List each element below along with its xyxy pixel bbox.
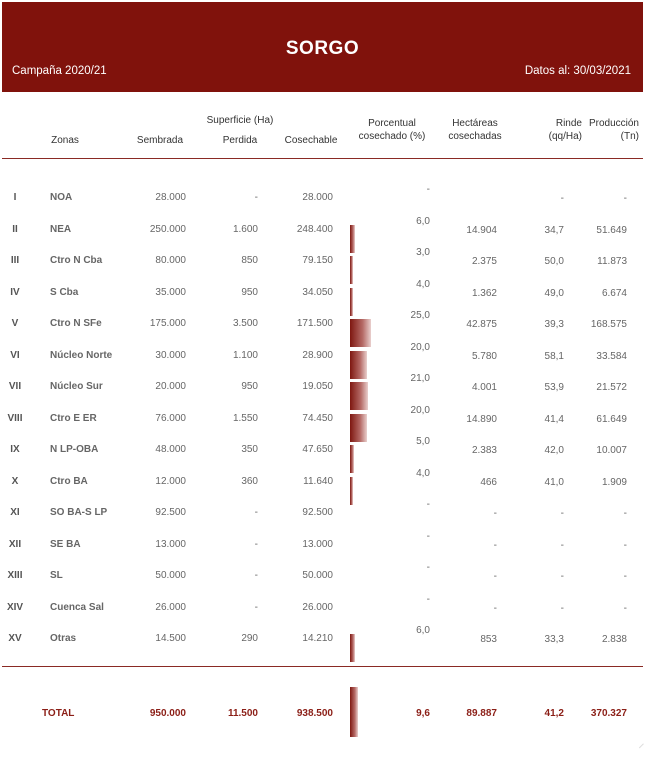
percent-bar (350, 319, 371, 347)
cosechable-cell: 47.650 (302, 444, 333, 455)
header-rinde-line1: Rinde (555, 118, 582, 129)
sembrada-cell: 80.000 (155, 255, 186, 266)
percent-cell: 5,0 (416, 436, 430, 447)
rinde-cell: 34,7 (544, 224, 564, 236)
hectareas-cell: 14.904 (466, 224, 497, 236)
hectareas-cell: - (493, 571, 497, 582)
percent-cell: 20,0 (410, 404, 430, 416)
header-divider (2, 158, 643, 159)
perdida-cell: 3.500 (232, 318, 258, 329)
produccion-cell: 6.674 (601, 287, 627, 299)
resize-corner-icon (639, 743, 648, 752)
campaign-label: Campaña 2020/21 (12, 65, 107, 77)
zone-number: XI (10, 507, 20, 518)
rinde-cell: - (560, 602, 564, 614)
perdida-cell: 950 (241, 381, 258, 392)
rinde-cell: 42,0 (544, 445, 564, 456)
zone-number: VII (8, 381, 22, 392)
perdida-cell: - (254, 538, 258, 550)
total-perdida: 11.500 (227, 708, 258, 719)
total-percent-bar (350, 687, 358, 737)
zone-number: XII (8, 538, 22, 550)
perdida-cell: 360 (241, 475, 258, 487)
perdida-cell: 1.550 (232, 412, 258, 424)
header-hectareas (440, 117, 510, 143)
produccion-cell: 33.584 (596, 350, 627, 362)
cosechable-cell: 19.050 (302, 381, 333, 392)
hectareas-cell: 853 (480, 634, 497, 645)
zone-name: NOA (50, 192, 73, 203)
zone-number: III (10, 255, 20, 266)
percent-bar (350, 351, 367, 379)
rinde-cell: 41,4 (544, 413, 564, 425)
produccion-cell: 2.838 (601, 634, 627, 645)
percent-cell: - (426, 593, 430, 605)
rinde-cell: 39,3 (544, 319, 564, 330)
total-produccion: 370.327 (590, 708, 627, 719)
percent-bar (350, 288, 353, 316)
percent-cell: 4,0 (416, 278, 430, 290)
zone-number: XIII (7, 570, 23, 581)
sembrada-cell: 175.000 (149, 318, 186, 329)
percent-cell: 20,0 (410, 341, 430, 353)
perdida-cell: - (254, 507, 258, 518)
total-cosechable: 938.500 (296, 708, 333, 719)
header-hectareas-line1: Hectáreas (452, 118, 498, 129)
percent-cell: - (426, 499, 430, 510)
hectareas-cell: 42.875 (466, 319, 497, 330)
header-porcentual (352, 117, 432, 143)
produccion-cell: 61.649 (596, 413, 627, 425)
produccion-cell: 10.007 (596, 445, 627, 456)
sembrada-cell: 35.000 (155, 286, 186, 298)
cosechable-cell: 248.400 (296, 223, 333, 235)
header-produccion-line1: Producción (588, 118, 639, 129)
produccion-cell: 51.649 (596, 224, 627, 236)
header-rinde (522, 117, 582, 143)
sembrada-cell: 26.000 (155, 601, 186, 613)
report-title: SORGO (285, 38, 360, 59)
percent-cell: 21,0 (410, 373, 430, 384)
perdida-cell: 350 (241, 444, 258, 455)
total-divider (2, 666, 643, 667)
zone-name: Ctro N Cba (50, 255, 103, 266)
rinde-cell: 33,3 (544, 634, 564, 645)
cosechable-cell: 79.150 (302, 255, 333, 266)
perdida-cell: - (254, 601, 258, 613)
produccion-cell: - (623, 193, 627, 204)
percent-bar (350, 634, 355, 662)
produccion-cell: - (623, 508, 627, 519)
cosechable-cell: 50.000 (302, 570, 333, 581)
percent-cell: 3,0 (416, 247, 430, 258)
sembrada-cell: 12.000 (155, 475, 186, 487)
header-superficie: Superficie (Ha) (206, 115, 274, 126)
zone-number: IV (10, 286, 20, 298)
perdida-cell: 1.600 (232, 223, 258, 235)
zone-name: SE BA (50, 538, 81, 550)
zone-name: Ctro BA (50, 475, 88, 487)
produccion-cell: - (623, 539, 627, 551)
cosechable-cell: 74.450 (302, 412, 333, 424)
header-produccion-line2: (Tn) (620, 131, 639, 142)
rinde-cell: 58,1 (544, 350, 564, 362)
perdida-cell: - (254, 192, 258, 203)
percent-cell: 6,0 (416, 625, 430, 636)
report-header (2, 2, 643, 92)
hectareas-cell: 5.780 (471, 350, 497, 362)
hectareas-cell: 466 (480, 476, 497, 488)
sembrada-cell: 28.000 (155, 192, 186, 203)
total-sembrada: 950.000 (149, 708, 186, 719)
rinde-cell: 49,0 (544, 287, 564, 299)
sembrada-cell: 92.500 (155, 507, 186, 518)
zone-name: Cuenca Sal (50, 601, 104, 613)
header-produccion (582, 117, 639, 143)
cosechable-cell: 28.000 (302, 192, 333, 203)
header-hectareas-line2: cosechadas (448, 131, 502, 142)
rinde-cell: - (560, 571, 564, 582)
percent-cell: 4,0 (416, 467, 430, 479)
perdida-cell: 850 (241, 255, 258, 266)
zone-name: Otras (50, 633, 77, 644)
cosechable-cell: 34.050 (302, 286, 333, 298)
zone-number: X (11, 475, 19, 487)
hectareas-cell: 2.375 (471, 256, 497, 267)
zone-name: SL (50, 570, 63, 581)
zone-number: XIV (6, 601, 24, 613)
zone-name: Ctro N SFe (50, 318, 102, 329)
header-zonas: Zonas (51, 135, 79, 146)
sembrada-cell: 14.500 (155, 633, 186, 644)
produccion-cell: - (623, 571, 627, 582)
produccion-cell: 11.873 (597, 256, 627, 267)
zone-name: Núcleo Norte (50, 349, 113, 361)
rinde-cell: 53,9 (544, 382, 564, 393)
hectareas-cell: - (493, 539, 497, 551)
zone-number: IX (10, 444, 20, 455)
percent-bar (350, 477, 353, 505)
produccion-cell: 1.909 (601, 476, 627, 488)
hectareas-cell: 2.383 (471, 445, 497, 456)
total-label: TOTAL (42, 708, 75, 719)
cosechable-cell: 13.000 (302, 538, 333, 550)
cosechable-cell: 28.900 (302, 349, 333, 361)
produccion-cell: - (623, 602, 627, 614)
cosechable-cell: 26.000 (302, 601, 333, 613)
sembrada-cell: 20.000 (155, 381, 186, 392)
zone-name: NEA (50, 223, 72, 235)
zone-number: VI (10, 349, 20, 361)
hectareas-cell: - (493, 508, 497, 519)
rinde-cell: - (560, 539, 564, 551)
zone-number: V (11, 318, 19, 329)
rinde-cell: - (560, 193, 564, 204)
percent-cell: 25,0 (410, 310, 430, 321)
percent-cell: - (426, 184, 430, 195)
percent-bar (350, 382, 368, 410)
percent-bar (350, 225, 355, 253)
percent-bar (350, 256, 353, 284)
perdida-cell: 1.100 (232, 349, 258, 361)
percent-cell: - (426, 530, 430, 542)
produccion-cell: 21.572 (596, 382, 627, 393)
sembrada-cell: 30.000 (155, 349, 186, 361)
zone-number: I (13, 192, 17, 203)
rinde-cell: - (560, 508, 564, 519)
produccion-cell: 168.575 (590, 319, 627, 330)
percent-cell: - (426, 562, 430, 573)
perdida-cell: 950 (241, 286, 258, 298)
header-rinde-line2: (qq/Ha) (548, 131, 582, 142)
hectareas-cell: 1.362 (471, 287, 497, 299)
header-porcentual-line1: Porcentual (368, 118, 416, 129)
zone-number: II (12, 223, 18, 235)
header-sembrada: Sembrada (136, 135, 184, 146)
hectareas-cell: - (493, 602, 497, 614)
header-porcentual-line2: cosechado (%) (358, 131, 426, 142)
percent-bar (350, 414, 367, 442)
zone-name: S Cba (50, 286, 79, 298)
cosechable-cell: 11.640 (303, 475, 333, 487)
rinde-cell: 41,0 (544, 476, 564, 488)
sembrada-cell: 250.000 (149, 223, 186, 235)
header-perdida: Perdida (222, 135, 258, 146)
perdida-cell: 290 (241, 633, 258, 644)
total-hectareas: 89.887 (466, 708, 497, 719)
sembrada-cell: 13.000 (155, 538, 186, 550)
sembrada-cell: 76.000 (155, 412, 186, 424)
cosechable-cell: 14.210 (302, 633, 333, 644)
perdida-cell: - (254, 570, 258, 581)
total-rinde: 41,2 (544, 708, 564, 719)
sembrada-cell: 50.000 (155, 570, 186, 581)
percent-cell: 6,0 (416, 215, 430, 227)
rinde-cell: 50,0 (544, 256, 564, 267)
data-date-label: Datos al: 30/03/2021 (524, 65, 631, 77)
cosechable-cell: 171.500 (296, 318, 333, 329)
percent-bar (350, 445, 354, 473)
header-cosechable: Cosechable (284, 135, 338, 146)
zone-number: XV (8, 633, 22, 644)
zone-name: N LP-OBA (50, 444, 99, 455)
zone-name: Núcleo Sur (50, 381, 103, 392)
sembrada-cell: 48.000 (155, 444, 186, 455)
zone-name: Ctro E ER (50, 412, 97, 424)
zone-name: SO BA-S LP (50, 507, 108, 518)
hectareas-cell: 14.890 (466, 413, 497, 425)
cosechable-cell: 92.500 (302, 507, 333, 518)
zone-number: VIII (7, 412, 23, 424)
total-percent: 9,6 (416, 708, 430, 719)
hectareas-cell: 4.001 (471, 382, 497, 393)
